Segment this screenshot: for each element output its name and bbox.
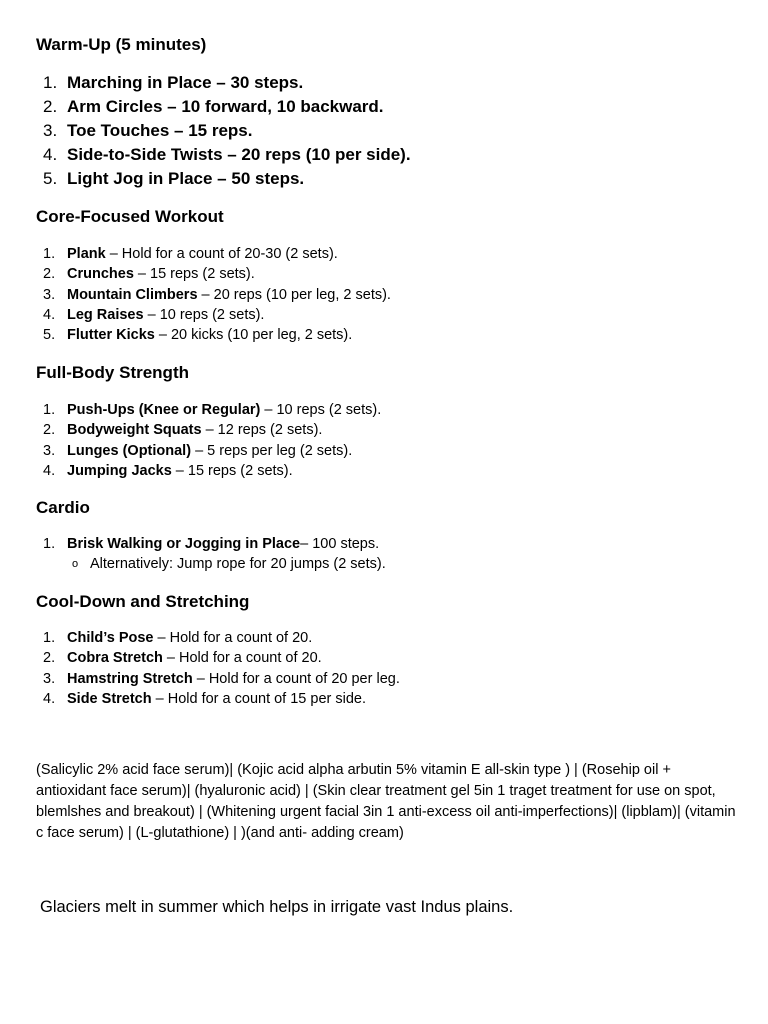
list-item: 4. Jumping Jacks – 15 reps (2 sets).	[43, 462, 293, 479]
list-item: 4. Leg Raises – 10 reps (2 sets).	[43, 306, 265, 323]
list-item: 1. Brisk Walking or Jogging in Place– 100 steps. o Alternatively: Jump rope for 20 jumps (2 sets).	[36, 534, 386, 575]
list-item: 3. Mountain Climbers – 20 reps (10 per leg, 2 sets).	[43, 286, 391, 303]
cardio-list	[36, 534, 386, 575]
core-heading: Core-Focused Workout	[36, 207, 224, 226]
list-item: 3. Hamstring Stretch – Hold for a count of 20 per leg.	[43, 670, 400, 687]
product-list-paragraph: (Salicylic 2% acid face serum)| (Kojic acid alpha arbutin 5% vitamin E all-skin type ) | (Rosehip oil + antioxidant face serum)| (hyaluronic acid) | (Skin clear treatment gel 5in 1 traget treatment for use on spot, blemlshes and breakout) | (Whitening urgent facial 3in 1 anti-excess oil anti-imperfections)| (lipblam)| (vitamin c face serum) | (L-glutathione) | )(and anti- adding cream)	[36, 762, 736, 841]
list-item: 4. Side-to-Side Twists – 20 reps (10 per side).	[43, 145, 411, 164]
list-item: 4. Side Stretch – Hold for a count of 15 per side.	[43, 690, 367, 707]
sub-list-item: o Alternatively: Jump rope for 20 jumps (2 sets).	[67, 554, 386, 574]
cooldown-heading: Cool-Down and Stretching	[36, 592, 250, 611]
list-item: 2. Cobra Stretch – Hold for a count of 20.	[43, 650, 322, 667]
list-item: 5. Light Jog in Place – 50 steps.	[43, 169, 305, 188]
cooldown-list	[36, 628, 400, 709]
list-item: 3. Lunges (Optional) – 5 reps per leg (2 sets).	[43, 442, 353, 459]
list-item: 5. Flutter Kicks – 20 kicks (10 per leg, 2 sets).	[43, 327, 353, 344]
core-list	[36, 244, 391, 345]
warmup-heading: Warm-Up (5 minutes)	[36, 35, 207, 54]
list-item: 3. Toe Touches – 15 reps.	[43, 121, 253, 140]
warmup-list	[36, 71, 411, 191]
list-item: 2. Arm Circles – 10 forward, 10 backward.	[43, 97, 384, 116]
list-item: 1. Plank – Hold for a count of 20-30 (2 sets).	[43, 246, 338, 262]
hollow-bullet-icon: o	[72, 558, 79, 571]
closing-line: Glaciers melt in summer which helps in irrigate vast Indus plains.	[40, 898, 514, 916]
list-item: 1. Push-Ups (Knee or Regular) – 10 reps (2 sets).	[43, 402, 382, 418]
list-item: 2. Crunches – 15 reps (2 sets).	[43, 266, 255, 283]
cardio-heading: Cardio	[36, 498, 90, 517]
strength-list	[36, 400, 381, 481]
list-item: 1. Child’s Pose – Hold for a count of 20.	[43, 630, 313, 646]
strength-heading: Full-Body Strength	[36, 363, 189, 382]
list-item: 1. Marching in Place – 30 steps.	[43, 73, 304, 92]
list-item: 2. Bodyweight Squats – 12 reps (2 sets).	[43, 422, 323, 439]
